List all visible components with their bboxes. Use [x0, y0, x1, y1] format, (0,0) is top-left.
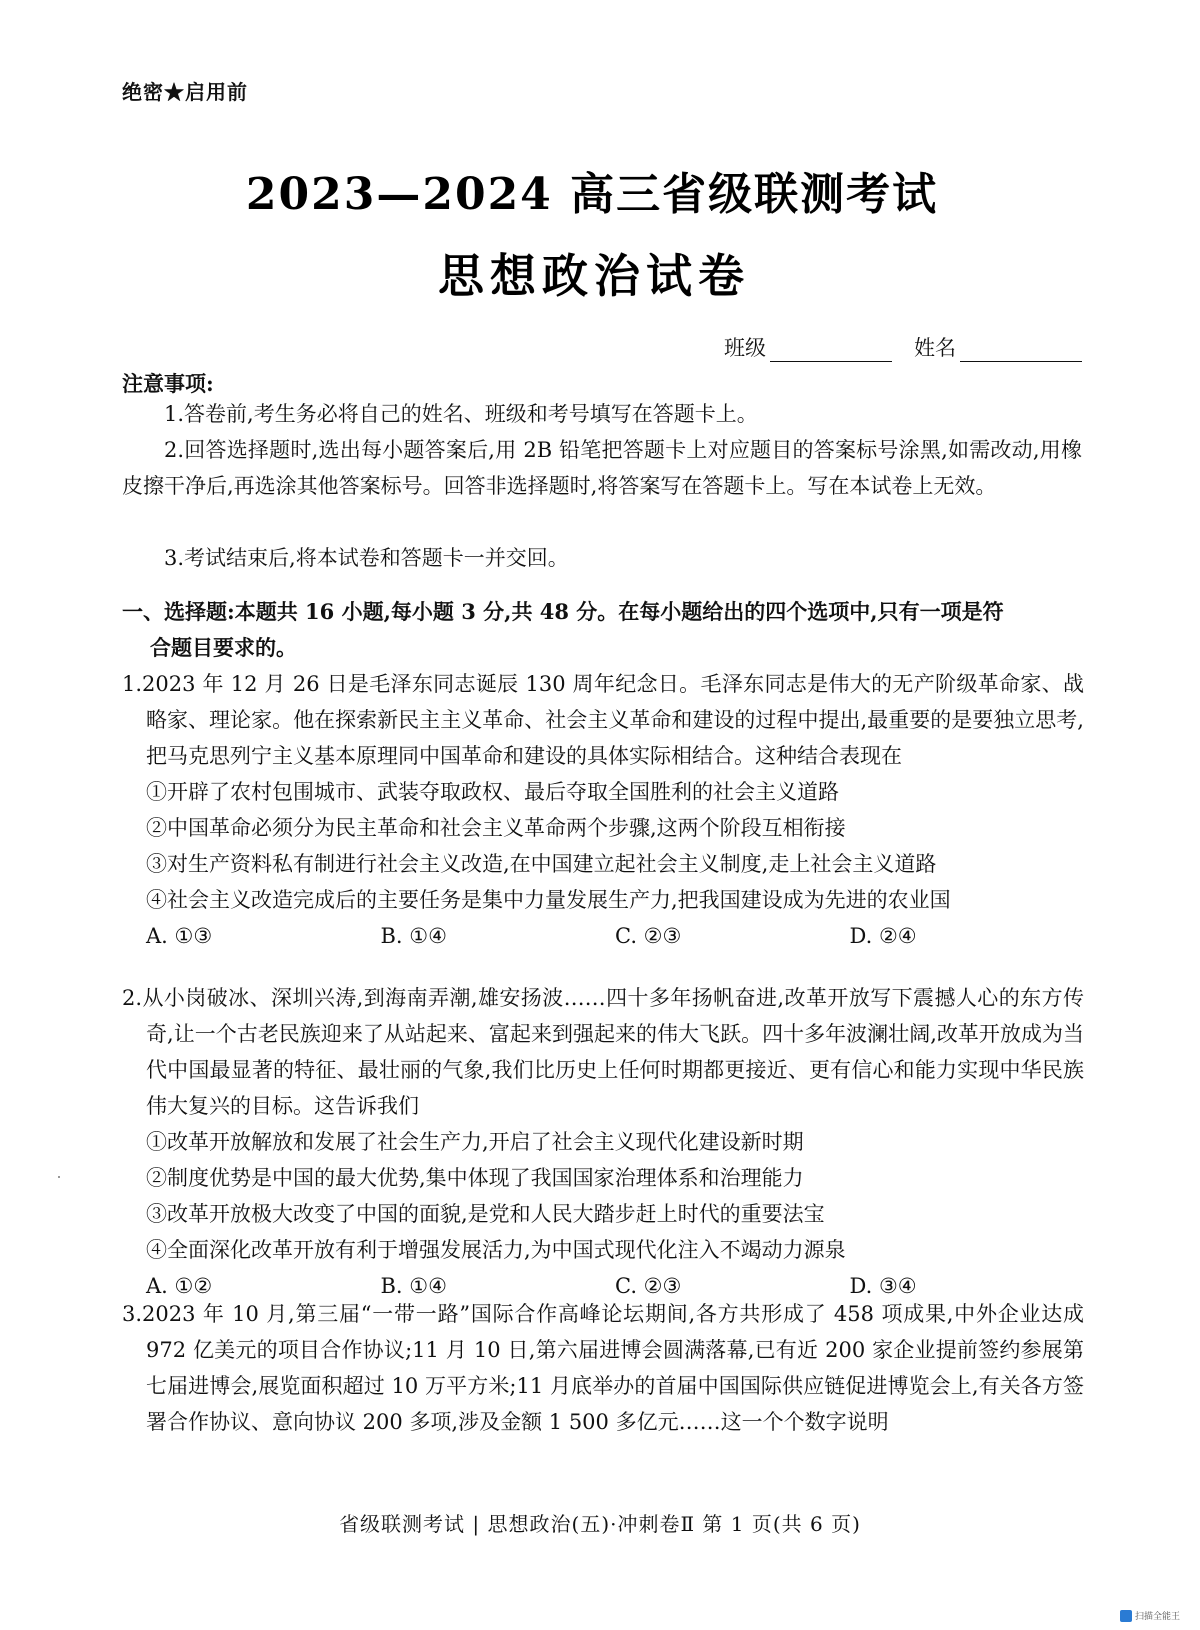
scanner-app-icon [1120, 1610, 1132, 1622]
option-d: D. ②④ [849, 924, 917, 948]
answer-options [122, 918, 1084, 954]
student-info-fields [724, 332, 1104, 362]
confidential-label: 绝密★启用前 [122, 80, 248, 104]
option-a: A. ①② [146, 1274, 213, 1298]
scan-speck [58, 1176, 60, 1178]
notice-title: 注意事项: [122, 371, 214, 396]
option-b: B. ①④ [380, 924, 447, 948]
question-1 [122, 666, 1084, 954]
question-stem: 2.从小岗破冰、深圳兴涛,到海南弄潮,雄安扬波……四十多年扬帆奋进,改革开放写下震撼人心的东方传奇,让一个古老民族迎来了从站起来、富起来到强起来的伟大飞跃。四十多年波澜壮阔,改革开放成为当代中国最显著的特征、最壮丽的气象,我们比历史上任何时期都更接近、更有信心和能力实现中华民族伟大复兴的目标。这告诉我们 [122, 986, 1084, 1118]
section-heading [122, 594, 1087, 666]
class-blank [770, 339, 892, 362]
section-heading-line: 合题目要求的。 [150, 635, 297, 660]
scanner-watermark [1120, 1609, 1180, 1622]
page-footer: 省级联测考试 | 思想政治(五)·冲刺卷Ⅱ 第 1 页(共 6 页) [339, 1512, 861, 1536]
name-blank [960, 339, 1082, 362]
subject-title: 思想政治试卷 [438, 249, 750, 303]
scanner-watermark-text: 扫描全能王 [1134, 1611, 1180, 1621]
name-field [914, 332, 1082, 362]
statement-item: ④社会主义改造完成后的主要任务是集中力量发展生产力,把我国建设成为先进的农业国 [146, 888, 951, 912]
statement-item: ①开辟了农村包围城市、武装夺取政权、最后夺取全国胜利的社会主义道路 [146, 780, 839, 804]
statement-item: ②中国革命必须分为民主革命和社会主义革命两个步骤,这两个阶段互相衔接 [146, 816, 846, 840]
notice-item: 3.考试结束后,将本试卷和答题卡一并交回。 [164, 546, 569, 570]
name-label: 姓名 [914, 336, 956, 360]
option-c: C. ②③ [615, 1274, 682, 1298]
notice-item: 1.答卷前,考生务必将自己的姓名、班级和考号填写在答题卡上。 [164, 402, 758, 426]
question-stem: 3.2023 年 10 月,第三届“一带一路”国际合作高峰论坛期间,各方共形成了 458 项成果,中外企业达成 972 亿美元的项目合作协议;11 月 10 日,第六届进博会圆满落幕,已有近 200 家企业提前签约参展第七届进博会,展览面积超过 10 万平方米;11 月底举办的首届中国国际供应链促进博览会上,有关各方签署合作协议、意向协议 200 多项,涉及金额 1 500 多亿元……这一个个数字说明 [122, 1302, 1084, 1434]
statement-item: ①改革开放解放和发展了社会生产力,开启了社会主义现代化建设新时期 [146, 1130, 804, 1154]
statement-item: ③对生产资料私有制进行社会主义改造,在中国建立起社会主义制度,走上社会主义道路 [146, 852, 937, 876]
option-d: D. ③④ [849, 1274, 917, 1298]
exam-title: 2023—2024 高三省级联测考试 [245, 169, 939, 220]
notice-item: 2.回答选择题时,选出每小题答案后,用 2B 铅笔把答题卡上对应题目的答案标号涂黑,如需改动,用橡皮擦干净后,再选涂其他答案标号。回答非选择题时,将答案写在答题卡上。写在本试卷上无效。 [122, 438, 1082, 498]
question-3 [122, 1296, 1084, 1440]
option-c: C. ②③ [615, 924, 682, 948]
class-field [724, 332, 892, 362]
option-b: B. ①④ [380, 1274, 447, 1298]
question-stem: 1.2023 年 12 月 26 日是毛泽东同志诞辰 130 周年纪念日。毛泽东同志是伟大的无产阶级革命家、战略家、理论家。他在探索新民主主义革命、社会主义革命和建设的过程中提出,最重要的是要独立思考,把马克思列宁主义基本原理同中国革命和建设的具体实际相结合。这种结合表现在 [122, 672, 1084, 768]
statement-item: ②制度优势是中国的最大优势,集中体现了我国国家治理体系和治理能力 [146, 1166, 804, 1190]
question-2 [122, 980, 1084, 1304]
statement-item: ③改革开放极大改变了中国的面貌,是党和人民大踏步赶上时代的重要法宝 [146, 1202, 825, 1226]
class-label: 班级 [724, 336, 766, 360]
option-a: A. ①③ [146, 924, 213, 948]
section-heading-line: 一、选择题:本题共 16 小题,每小题 3 分,共 48 分。在每小题给出的四个选项中,只有一项是符 [122, 599, 1004, 624]
statement-item: ④全面深化改革开放有利于增强发展活力,为中国式现代化注入不竭动力源泉 [146, 1238, 846, 1262]
